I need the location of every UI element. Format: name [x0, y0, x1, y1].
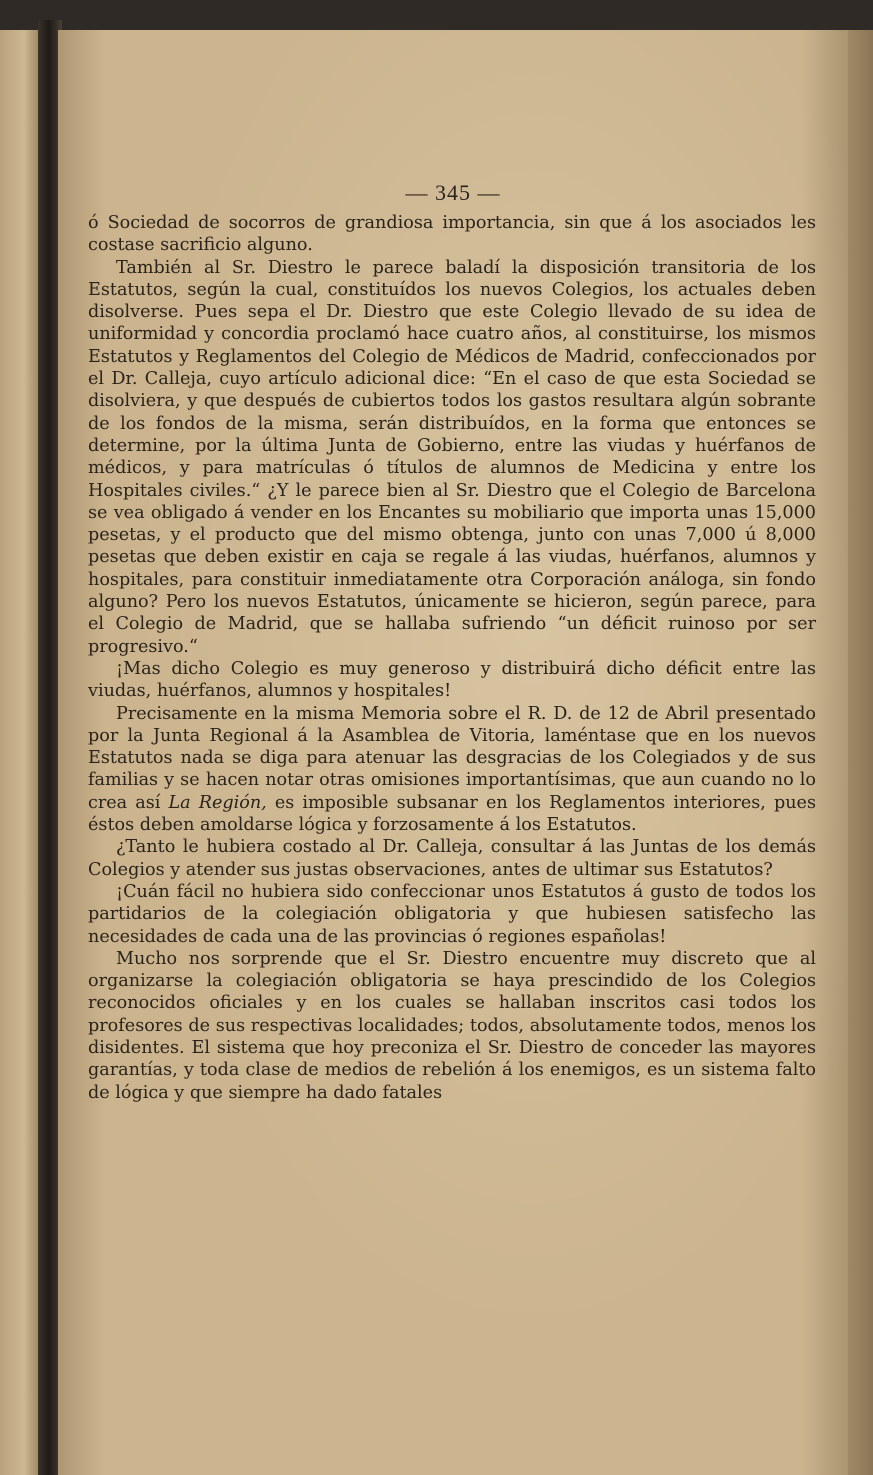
paragraph-1: ó Sociedad de socorros de grandiosa importancia, sin que á los asociados les costase sacrificio alguno. [88, 213, 816, 256]
previous-page-edge [0, 30, 40, 1475]
newspaper-title: La Región, [168, 792, 267, 813]
paragraph-2: También al Sr. Diestro le parece baladí la disposición transitoria de los Estatutos, según la cual, constituídos los nuevos Colegios, los actuales deben disolverse. Pues sepa el Dr. Diestro que este Colegio llevado de su idea de uniformidad y concordia proclamó hace cuatro años, al constituirse, los mismos Estatutos y Reglamentos del Colegio de Médicos de Madrid, confeccionados por el Dr. Calleja, cuyo artículo adicional dice: “En el caso de que esta Sociedad se disolviera, y que después de cubiertos todos los gastos resultara algún sobrante de los fondos de la misma, serán distribuídos, en la forma que entonces se determine, por la última Junta de Gobierno, entre las viudas y huérfanos de médicos, y para matrículas ó títulos de alumnos de Medicina y entre los Hospitales civiles.“ ¿Y le parece bien al Sr. Diestro que el Colegio de Barcelona se vea obligado á vender en los Encantes su mobiliario que importa unas 15,000 pesetas, y el producto que del mismo obtenga, junto con unas 7,000 ú 8,000 pesetas que deben existir en caja se regale á las viudas, huérfanos, alumnos y hospitales, para constituir inmediatamente otra Corporación análoga, sin fondo alguno? Pero los nuevos Estatutos, únicamente se hicieron, según parece, para el Colegio de Madrid, que se hallaba sufriendo “un déficit ruinoso por ser progresivo.“ [88, 257, 816, 657]
paragraph-6: ¡Cuán fácil no hubiera sido confeccionar unos Estatutos á gusto de todos los partidarios de la colegiación obligatoria y que hubiesen satisfecho las necesidades de cada una de las provincias ó regiones españolas! [88, 881, 816, 947]
body-text [88, 212, 816, 1104]
paragraph-4-text-b: es imposible subsanar en los Reglamentos interiores, pues éstos deben amoldarse lógica y forzosamente á los Estatutos. [88, 792, 816, 836]
paragraph-7: Mucho nos sorprende que el Sr. Diestro encuentre muy discreto que al organizarse la colegiación obligatoria se haya prescindido de los Colegios reconocidos oficiales y en los cuales se hallaban inscritos casi todos los profesores de sus respectivas localidades; todos, absolutamente todos, menos los disidentes. El sistema que hoy preconiza el Sr. Diestro de conceder las mayores garantías, y toda clase de medios de rebelión á los enemigos, es un sistema falto de lógica y que siempre ha dado fatales [88, 948, 816, 1103]
page-number: — 345 — [405, 180, 501, 205]
paragraph-3: ¡Mas dicho Colegio es muy generoso y distribuirá dicho déficit entre las viudas, huérfanos, alumnos y hospitales! [88, 658, 816, 702]
paragraph-5: ¿Tanto le hubiera costado al Dr. Calleja, consultar á las Juntas de los demás Colegios y atender sus justas observaciones, antes de ultimar sus Estatutos? [88, 837, 816, 880]
paragraph-4-text-a: Precisamente en la misma Memoria sobre el R. D. de 12 de Abril presentado por la Junta Regional á la Asamblea de Vitoria, laméntase que en los nuevos Estatutos nada se diga para atenuar las desgracias de los Colegiados y de sus familias y se hacen notar otras omisiones importantísimas, que aun cuando no lo crea así [88, 703, 816, 813]
book-page [58, 30, 848, 1475]
paragraph-4 [88, 703, 816, 837]
